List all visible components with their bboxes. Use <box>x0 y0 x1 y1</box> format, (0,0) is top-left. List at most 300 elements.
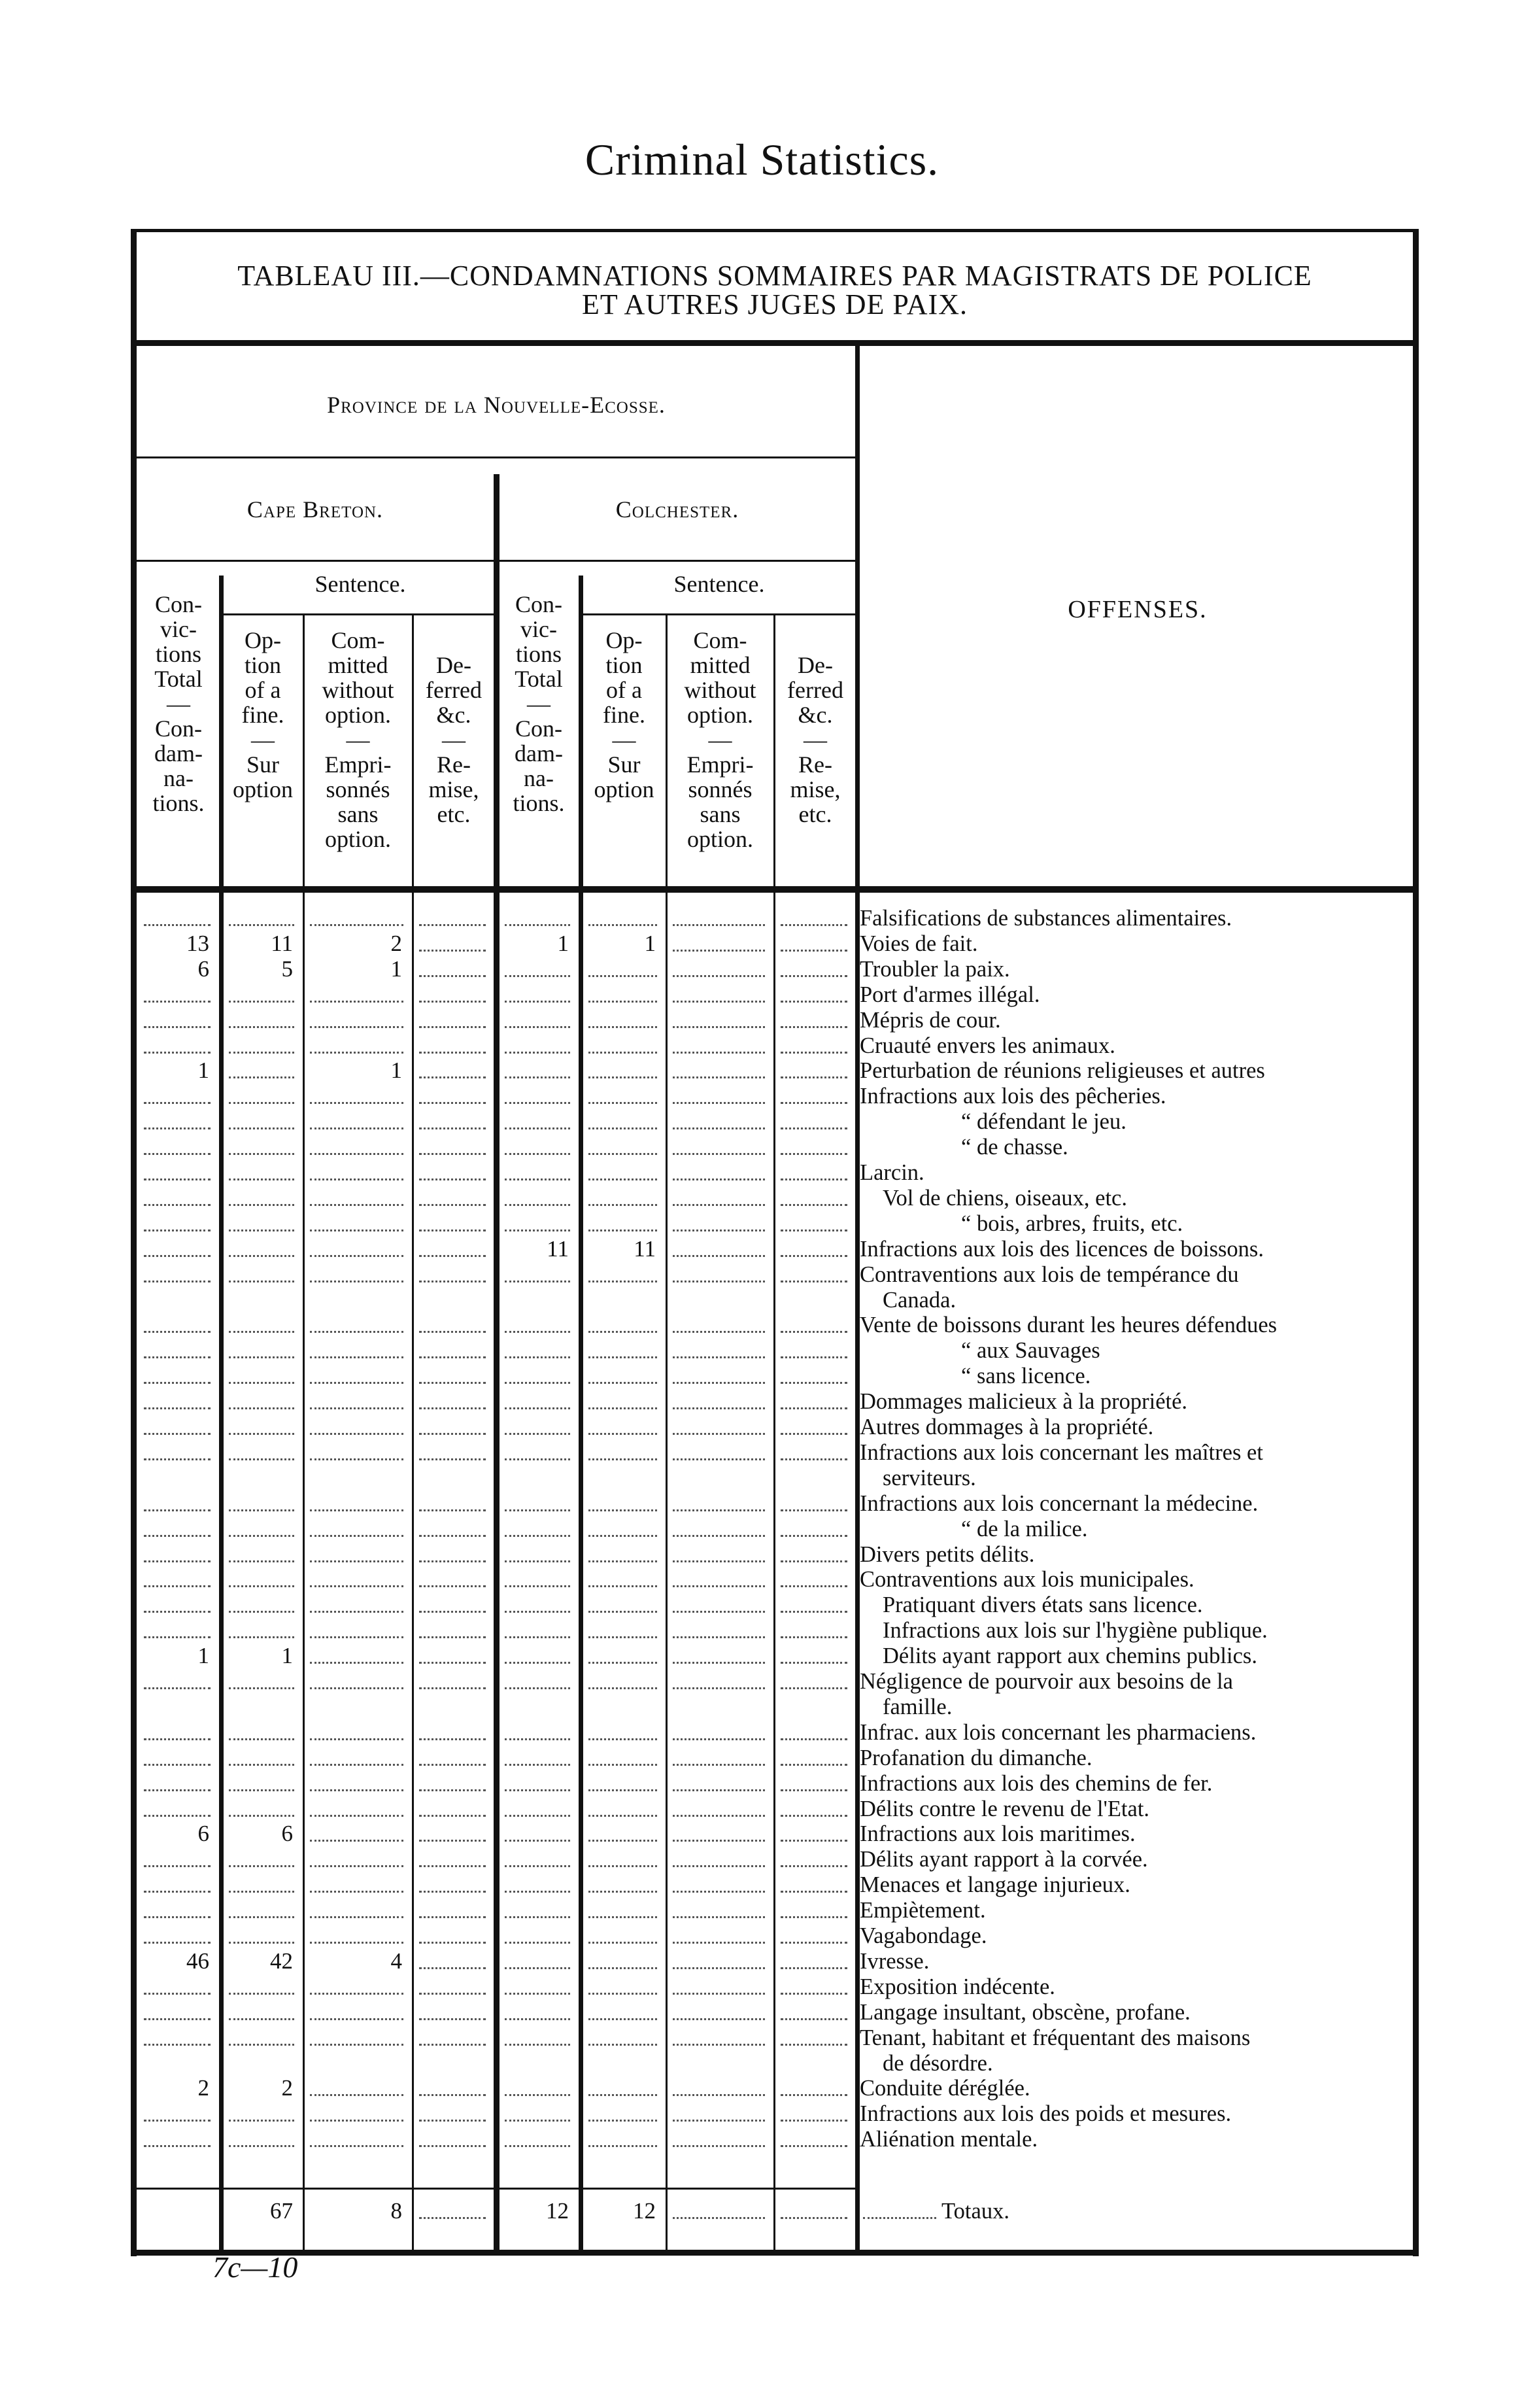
dot-leader <box>229 1458 294 1460</box>
dot-leader <box>310 1815 403 1817</box>
dot-leader <box>781 1356 847 1358</box>
dot-leader <box>310 1178 403 1180</box>
dot-leader <box>588 1433 657 1435</box>
colhead-line: vic- <box>160 616 197 642</box>
dot-leader <box>505 2044 570 2046</box>
colhead-line: De- <box>436 652 471 678</box>
dot-leader <box>310 1687 403 1689</box>
dot-leader <box>229 1535 294 1537</box>
colhead-line: Total <box>154 666 203 692</box>
dot-leader <box>419 1153 486 1155</box>
dot-leader <box>588 1636 657 1638</box>
caption-line-1: TABLEAU III.—CONDAMNATIONS SOMMAIRES PAR MAGISTRATS DE POLICE <box>237 260 1312 292</box>
dot-leader <box>144 1281 211 1282</box>
dot-leader <box>505 1840 570 1842</box>
dot-leader <box>673 1815 765 1817</box>
offense-label: Menaces et langage injurieux. <box>860 1872 1130 1898</box>
colhead-line: Com- <box>331 627 385 653</box>
colhead-line: Con- <box>515 591 562 617</box>
dot-leader <box>310 1382 403 1384</box>
table-cell: 2 <box>197 2075 209 2101</box>
dot-leader <box>310 1840 403 1842</box>
colhead-line: De- <box>798 652 833 678</box>
dot-leader <box>419 1356 486 1358</box>
dot-leader <box>310 1153 403 1155</box>
offense-label: Infractions aux lois concernant les maîtres et <box>860 1439 1263 1465</box>
dot-leader <box>673 1127 765 1129</box>
dot-leader <box>310 2044 403 2046</box>
dot-leader <box>588 975 657 977</box>
dot-leader <box>419 2094 486 2096</box>
dot-leader <box>588 1840 657 1842</box>
dot-leader <box>310 1433 403 1435</box>
dot-leader <box>310 1052 403 1054</box>
dot-leader <box>505 1407 570 1409</box>
dot-leader <box>588 1815 657 1817</box>
offense-label: Autres dommages à la propriété. <box>860 1415 1154 1439</box>
dot-leader <box>144 1687 211 1689</box>
dot-leader <box>505 2145 570 2147</box>
offense-label: Vol de chiens, oiseaux, etc. <box>883 1185 1127 1211</box>
dot-leader <box>419 1535 486 1537</box>
colhead-committed-cb <box>305 628 411 851</box>
dot-leader <box>419 1764 486 1766</box>
dot-leader <box>229 1942 294 1944</box>
dot-leader <box>419 1585 486 1587</box>
dot-leader <box>419 1611 486 1613</box>
dot-leader <box>419 1993 486 1995</box>
district-cape-breton: Cape Breton. <box>246 496 384 523</box>
dot-leader <box>144 1560 211 1562</box>
dot-leader <box>781 2094 847 2096</box>
dot-leader <box>781 1433 847 1435</box>
dot-leader <box>419 1026 486 1028</box>
dot-leader <box>588 1281 657 1282</box>
offense-label: Délits ayant rapport à la corvée. <box>860 1847 1148 1872</box>
dot-leader <box>144 1382 211 1384</box>
colhead-line: option. <box>324 826 391 852</box>
colhead-option-cb <box>224 628 302 802</box>
offense-label: “ de la milice. <box>961 1516 1088 1541</box>
dot-leader <box>673 1840 765 1842</box>
dot-leader <box>673 1535 765 1537</box>
bottom-rule <box>131 2250 1419 2256</box>
dot-leader <box>505 1815 570 1817</box>
colhead-line: tions <box>155 641 201 667</box>
dot-leader <box>229 1153 294 1155</box>
dot-leader <box>673 1662 765 1664</box>
dot-leader <box>229 1560 294 1562</box>
table-cell: 2 <box>281 2075 293 2101</box>
dot-leader <box>588 1026 657 1028</box>
offense-label: Conduite déréglée. <box>860 2076 1030 2101</box>
dot-leader <box>229 1076 294 1078</box>
offense-label: Vagabondage. <box>860 1923 987 1948</box>
dot-leader <box>419 1815 486 1817</box>
dot-leader <box>781 975 847 977</box>
offense-label: serviteurs. <box>883 1465 976 1490</box>
sentence-rule-co <box>582 613 860 615</box>
dot-leader <box>673 1407 765 1409</box>
page-footer: 7c—10 <box>212 2250 298 2284</box>
offense-label: Délits ayant rapport aux chemins publics. <box>883 1643 1257 1669</box>
dot-leader <box>229 1407 294 1409</box>
dot-leader <box>673 2018 765 2020</box>
dot-leader <box>419 2217 486 2219</box>
dot-leader <box>229 1764 294 1766</box>
dot-leader <box>505 1052 570 1054</box>
dot-leader <box>588 2120 657 2122</box>
offense-label: “ bois, arbres, fruits, etc. <box>961 1211 1183 1236</box>
dot-leader <box>505 2018 570 2020</box>
offense-label: Divers petits délits. <box>860 1541 1035 1567</box>
dot-leader <box>144 1433 211 1435</box>
offense-label: Infractions aux lois maritimes. <box>860 1821 1136 1847</box>
dot-leader <box>310 1001 403 1003</box>
dot-leader <box>229 1738 294 1740</box>
dot-leader <box>505 1076 570 1078</box>
dot-leader <box>419 924 486 926</box>
colhead-line: without <box>684 677 756 703</box>
colhead-line: sans <box>700 801 741 827</box>
dot-leader <box>673 1281 765 1282</box>
offense-label: Port d'armes illégal. <box>860 982 1040 1007</box>
colhead-line: tions <box>515 641 562 667</box>
dot-leader <box>419 1255 486 1257</box>
dot-leader <box>781 1993 847 1995</box>
dot-leader <box>144 1789 211 1791</box>
dot-leader <box>673 1458 765 1460</box>
colhead-line: na- <box>524 765 554 791</box>
colhead-line: option <box>232 776 293 802</box>
dot-leader <box>673 1076 765 1078</box>
total-cell: 8 <box>390 2198 402 2224</box>
dot-leader <box>419 1789 486 1791</box>
dot-leader <box>673 1230 765 1231</box>
offense-label: Langage insultant, obscène, profane. <box>860 1999 1191 2025</box>
dot-leader <box>310 2120 403 2122</box>
dot-leader <box>673 924 765 926</box>
dot-leader <box>781 1331 847 1333</box>
dot-leader <box>310 1993 403 1995</box>
dot-leader <box>505 1560 570 1562</box>
colhead-line: Con- <box>155 591 202 617</box>
dot-leader <box>588 1178 657 1180</box>
dot-leader <box>419 1687 486 1689</box>
offense-label: Infrac. aux lois concernant les pharmaciens. <box>860 1719 1257 1745</box>
totals-label: Totaux. <box>941 2199 1009 2224</box>
dot-leader <box>229 1178 294 1180</box>
dot-leader <box>781 1407 847 1409</box>
offense-label: Contraventions aux lois de tempérance du <box>860 1262 1239 1287</box>
dot-leader <box>588 1458 657 1460</box>
dot-leader <box>781 1764 847 1766</box>
offense-label: Infractions aux lois sur l'hygiène publique. <box>883 1618 1268 1643</box>
dot-leader <box>588 1764 657 1766</box>
dot-leader <box>673 1102 765 1104</box>
dot-leader <box>781 1611 847 1613</box>
dot-leader <box>505 1382 570 1384</box>
dot-leader <box>229 1052 294 1054</box>
dot-leader <box>144 1026 211 1028</box>
dot-leader <box>588 1687 657 1689</box>
table-caption <box>137 262 1413 319</box>
total-cell: 67 <box>270 2198 293 2224</box>
dot-leader <box>144 1636 211 1638</box>
dot-leader <box>144 1891 211 1893</box>
colhead-line: Sur <box>246 751 279 778</box>
dot-leader <box>588 1356 657 1358</box>
table-cell: 1 <box>390 955 402 982</box>
dot-leader <box>310 1942 403 1944</box>
offense-label: Empiètement. <box>860 1898 986 1923</box>
offense-label: Délits contre le revenu de l'Etat. <box>860 1796 1150 1821</box>
table-cell: 1 <box>197 1643 209 1669</box>
dot-leader <box>673 2120 765 2122</box>
dot-leader <box>673 1509 765 1511</box>
colhead-line: dam- <box>154 740 203 766</box>
dot-leader <box>419 1865 486 1867</box>
colhead-line: — <box>612 727 636 753</box>
dot-leader <box>505 1433 570 1435</box>
dot-leader <box>144 1458 211 1460</box>
dot-leader <box>229 2044 294 2046</box>
dot-leader <box>588 1230 657 1231</box>
dot-leader <box>144 1331 211 1333</box>
dot-leader <box>310 1407 403 1409</box>
dot-leader <box>144 2145 211 2147</box>
table-cell: 6 <box>197 1821 209 1847</box>
colhead-line: Con- <box>155 715 202 742</box>
dot-leader <box>781 1382 847 1384</box>
colhead-line: na- <box>163 765 194 791</box>
dot-leader <box>144 924 211 926</box>
sentence-label-co: Sentence. <box>673 571 765 597</box>
dot-leader <box>229 1636 294 1638</box>
offense-label: Infractions aux lois des pêcheries. <box>860 1084 1166 1109</box>
dot-leader <box>781 1636 847 1638</box>
dot-leader <box>673 1687 765 1689</box>
dot-leader <box>229 1891 294 1893</box>
dot-leader <box>588 2145 657 2147</box>
dot-leader <box>505 1611 570 1613</box>
colhead-line: fine. <box>603 702 645 728</box>
dot-leader <box>673 1178 765 1180</box>
dot-leader <box>419 1281 486 1282</box>
dot-leader <box>588 2094 657 2096</box>
colhead-line: of a <box>606 677 642 703</box>
dot-leader <box>588 1382 657 1384</box>
dot-leader <box>229 1382 294 1384</box>
dot-leader <box>588 1942 657 1944</box>
totals-leader <box>863 2217 936 2219</box>
colhead-line: &c. <box>436 702 471 728</box>
dot-leader <box>673 2044 765 2046</box>
dot-leader <box>781 1942 847 1944</box>
dot-leader <box>505 1585 570 1587</box>
colhead-line: Re- <box>437 751 471 778</box>
table-cell: 4 <box>390 1948 402 1974</box>
dot-leader <box>673 2217 765 2219</box>
dot-leader <box>144 1127 211 1129</box>
dot-leader <box>505 924 570 926</box>
dot-leader <box>781 1560 847 1562</box>
dot-leader <box>144 1764 211 1766</box>
dot-leader <box>144 1865 211 1867</box>
colhead-line: etc. <box>437 801 471 827</box>
dot-leader <box>419 1509 486 1511</box>
offense-label: Infractions aux lois des licences de boissons. <box>860 1236 1264 1262</box>
dot-leader <box>781 1281 847 1282</box>
colhead-line: mise, <box>428 776 479 802</box>
colhead-deferred-co <box>775 653 855 827</box>
dot-leader <box>673 1560 765 1562</box>
dot-leader <box>144 1255 211 1257</box>
dot-leader <box>310 1789 403 1791</box>
dot-leader <box>419 1052 486 1054</box>
table-cell: 1 <box>281 1643 293 1669</box>
table-cell: 2 <box>390 930 402 956</box>
dot-leader <box>781 1076 847 1078</box>
colhead-convictions-cb <box>139 592 218 816</box>
cb-committed-divider <box>412 615 414 2250</box>
dot-leader <box>229 1331 294 1333</box>
dot-leader <box>781 924 847 926</box>
dot-leader <box>419 975 486 977</box>
dot-leader <box>673 1052 765 1054</box>
dot-leader <box>781 1255 847 1257</box>
colhead-line: sonnés <box>326 776 390 802</box>
colhead-line: Re- <box>798 751 832 778</box>
province-rule <box>137 456 860 458</box>
dot-leader <box>505 1764 570 1766</box>
total-cell: 12 <box>633 2198 656 2224</box>
colhead-line: ferred <box>787 677 843 703</box>
dot-leader <box>419 2120 486 2122</box>
dot-leader <box>419 2044 486 2046</box>
dot-leader <box>229 1433 294 1435</box>
dot-leader <box>781 1153 847 1155</box>
dot-leader <box>310 1560 403 1562</box>
dot-leader <box>229 1281 294 1282</box>
total-cell: 12 <box>546 2198 569 2224</box>
table-cell: 13 <box>186 930 209 956</box>
dot-leader <box>419 1916 486 1918</box>
dot-leader <box>144 1407 211 1409</box>
dot-leader <box>673 1433 765 1435</box>
dot-leader <box>588 1585 657 1587</box>
colhead-line: — <box>346 727 370 753</box>
dot-leader <box>505 1687 570 1689</box>
colhead-line: sonnés <box>688 776 753 802</box>
dot-leader <box>588 1153 657 1155</box>
colhead-line: option. <box>324 702 391 728</box>
colhead-line: tions. <box>513 790 565 816</box>
colhead-line: — <box>167 691 190 717</box>
dot-leader <box>310 1585 403 1587</box>
dot-leader <box>673 1865 765 1867</box>
offense-label: Canada. <box>883 1287 957 1313</box>
dot-leader <box>310 1026 403 1028</box>
colhead-deferred-cb <box>414 653 494 827</box>
dot-leader <box>229 924 294 926</box>
offense-label: Pratiquant divers états sans licence. <box>883 1592 1203 1618</box>
dot-leader <box>588 1052 657 1054</box>
dot-leader <box>229 1204 294 1206</box>
colhead-committed-co <box>668 628 773 851</box>
dot-leader <box>505 1662 570 1664</box>
dot-leader <box>419 950 486 952</box>
dot-leader <box>588 1407 657 1409</box>
dot-leader <box>419 1942 486 1944</box>
dot-leader <box>781 1535 847 1537</box>
offense-label: famille. <box>883 1694 953 1719</box>
dot-leader <box>505 1535 570 1537</box>
colhead-line: Empri- <box>324 751 392 778</box>
offense-label: Négligence de pourvoir aux besoins de la <box>860 1669 1233 1694</box>
dot-leader <box>505 1281 570 1282</box>
dot-leader <box>505 1458 570 1460</box>
dot-leader <box>419 1076 486 1078</box>
dot-leader <box>229 2018 294 2020</box>
dot-leader <box>144 1102 211 1104</box>
dot-leader <box>419 1382 486 1384</box>
dot-leader <box>505 1789 570 1791</box>
dot-leader <box>673 1382 765 1384</box>
dot-leader <box>144 2120 211 2122</box>
offense-label: Aliénation mentale. <box>860 2127 1038 2152</box>
dot-leader <box>505 1967 570 1969</box>
dot-leader <box>673 1331 765 1333</box>
dot-leader <box>588 1331 657 1333</box>
dot-leader <box>229 1815 294 1817</box>
offense-label: “ de chasse. <box>961 1135 1068 1160</box>
table-cell: 1 <box>197 1058 209 1084</box>
dot-leader <box>144 1230 211 1231</box>
co-committed-divider <box>773 615 775 2250</box>
dot-leader <box>419 2145 486 2147</box>
dot-leader <box>588 2044 657 2046</box>
dot-leader <box>781 1662 847 1664</box>
dot-leader <box>588 1967 657 1969</box>
colhead-line: mitted <box>690 652 751 678</box>
dot-leader <box>588 1865 657 1867</box>
dot-leader <box>781 2044 847 2046</box>
dot-leader <box>588 1509 657 1511</box>
colhead-line: option <box>594 776 654 802</box>
dot-leader <box>588 1560 657 1562</box>
dot-leader <box>781 2217 847 2219</box>
caption-rule <box>131 340 1419 346</box>
dot-leader <box>310 1509 403 1511</box>
dot-leader <box>781 1509 847 1511</box>
dot-leader <box>505 1356 570 1358</box>
dot-leader <box>419 1840 486 1842</box>
colhead-line: fine. <box>241 702 284 728</box>
colhead-line: — <box>804 727 827 753</box>
offense-label: Voies de fait. <box>860 931 978 956</box>
dot-leader <box>229 1356 294 1358</box>
offense-label: de désordre. <box>883 2050 993 2076</box>
dot-leader <box>588 1611 657 1613</box>
colhead-line: — <box>527 691 550 717</box>
dot-leader <box>310 1356 403 1358</box>
dot-leader <box>144 1993 211 1995</box>
dot-leader <box>229 1865 294 1867</box>
colhead-line: Op- <box>605 627 643 653</box>
table-cell: 46 <box>186 1948 209 1974</box>
dot-leader <box>144 2044 211 2046</box>
